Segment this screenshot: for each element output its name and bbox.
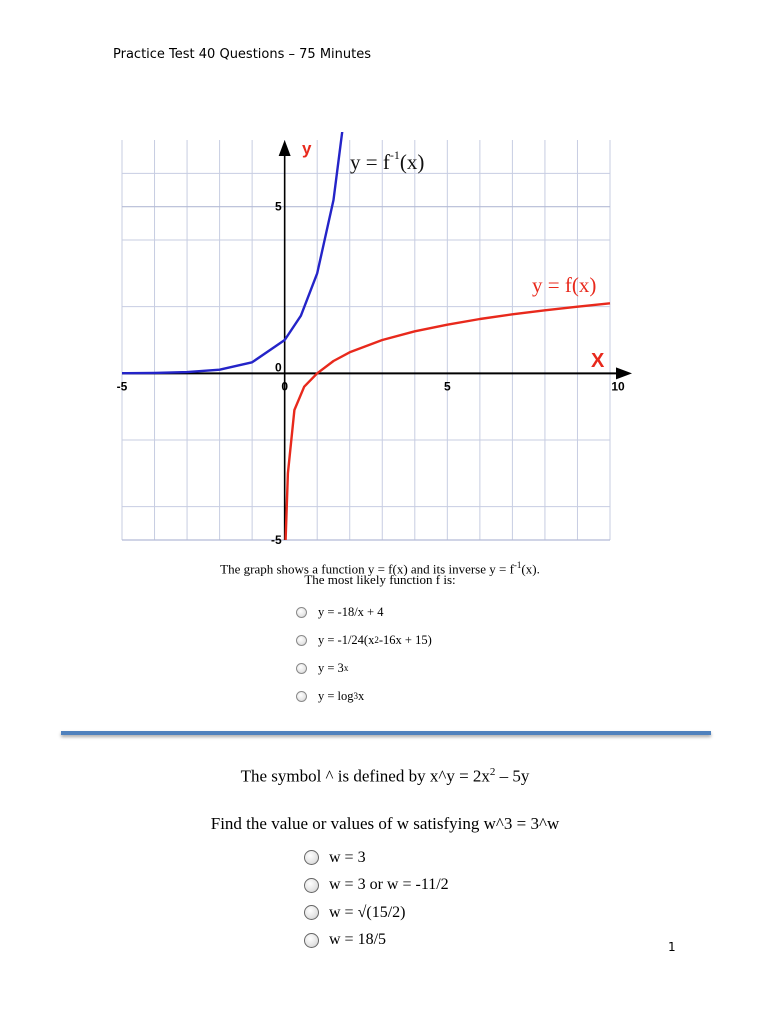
- y-axis-label: y: [302, 139, 312, 158]
- option-label: w = 3 or w = -11/2: [329, 876, 449, 894]
- radio-button[interactable]: [296, 635, 307, 646]
- x-tick-label: -5: [116, 379, 128, 394]
- radio-button[interactable]: [304, 878, 319, 893]
- option-b[interactable]: [304, 872, 449, 900]
- option-c[interactable]: [304, 899, 449, 927]
- option-sub: 3: [353, 691, 359, 701]
- function-curve-label: y = f(x): [532, 273, 597, 297]
- x-tick-label: 5: [443, 379, 451, 394]
- option-label: w = 18/5: [329, 931, 387, 949]
- caption-tail: (x).: [521, 561, 540, 577]
- page-number: 1: [668, 940, 676, 954]
- option-label: y = log: [318, 688, 354, 703]
- question1-prompt: The most likely function f is:: [304, 572, 456, 587]
- radio-button[interactable]: [304, 905, 319, 920]
- x-axis-label: X: [591, 350, 605, 372]
- option-label-tail: -16x + 15): [378, 632, 432, 647]
- inverse-label-main: y = f: [350, 150, 390, 174]
- y-tick-label: 5: [274, 199, 282, 214]
- function-graph: [118, 132, 628, 552]
- caption-text: The graph shows a function y = f(x) and its inverse y = f: [220, 561, 514, 577]
- page-header: Practice Test 40 Questions – 75 Minutes: [113, 47, 371, 62]
- y-axis-arrow: [279, 140, 291, 156]
- option-d[interactable]: [296, 682, 432, 710]
- x-axis-arrow: [616, 367, 632, 379]
- option-d[interactable]: [304, 927, 449, 955]
- question2-options: [304, 844, 449, 954]
- option-sup: 2: [374, 635, 379, 645]
- inverse-label-sup: -1: [389, 148, 400, 162]
- question1-options: [296, 598, 432, 710]
- radio-button[interactable]: [304, 933, 319, 948]
- definition-text: The symbol ^ is defined by x^y = 2x: [240, 766, 490, 786]
- option-sup: x: [343, 663, 349, 673]
- radio-button[interactable]: [304, 850, 319, 865]
- curves: [122, 0, 610, 540]
- question2-definition: [160, 766, 610, 787]
- radio-button[interactable]: [296, 607, 307, 618]
- y-tick-label: -5: [270, 533, 282, 547]
- x-tick-label: 0: [281, 379, 289, 394]
- option-a[interactable]: [304, 844, 449, 872]
- option-label: y = -1/24(x: [318, 632, 375, 647]
- radio-button[interactable]: [296, 663, 307, 674]
- grid: [122, 140, 610, 540]
- inverse-label-tail: (x): [399, 150, 425, 174]
- option-label: w = 3: [329, 848, 366, 866]
- section-divider: [61, 731, 711, 735]
- radio-button[interactable]: [296, 691, 307, 702]
- option-label: w = √(15/2): [329, 903, 406, 921]
- y-tick-label: 0: [274, 360, 282, 375]
- option-label: y = 3: [318, 660, 344, 675]
- option-c[interactable]: [296, 654, 432, 682]
- axes: [122, 140, 632, 540]
- option-label-tail: x: [358, 688, 365, 703]
- definition-tail: – 5y: [495, 766, 530, 786]
- option-label: y = -18/x + 4: [318, 604, 384, 619]
- option-b[interactable]: [296, 626, 432, 654]
- caption-sup: -1: [513, 560, 522, 570]
- question2-prompt: Find the value or values of w satisfying w^3 = 3^w: [210, 814, 560, 833]
- option-a[interactable]: [296, 598, 432, 626]
- x-tick-label: 10: [611, 379, 625, 394]
- definition-sup: 2: [489, 766, 496, 778]
- inverse-curve-label: [350, 148, 424, 174]
